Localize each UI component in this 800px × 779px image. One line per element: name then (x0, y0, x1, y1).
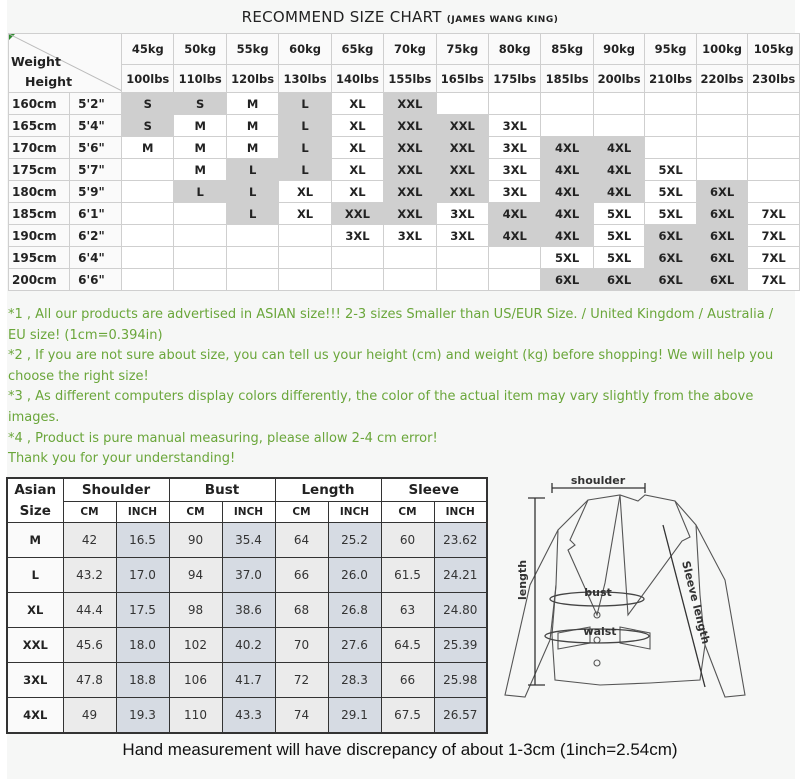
note-1: *1 , All our products are advertised in ASIAN size!!! 2-3 sizes Smaller than US/EUR Size. / United Kingdom / Australia / EU size! (1cm=0.394in) (8, 307, 774, 343)
measurement-unit-header-row (7, 502, 487, 523)
asian-size-cell: XL (7, 593, 63, 628)
height-cm-cell: 165cm (9, 115, 70, 137)
height-ft-cell: 6'2" (70, 225, 122, 247)
weight-lbs-header: 130lbs (279, 65, 331, 93)
size-row (9, 269, 800, 291)
title-text: RECOMMEND SIZE CHART (241, 8, 442, 26)
weight-kg-header: 75kg (436, 34, 488, 65)
inch-value-cell: 26.8 (328, 593, 381, 628)
recommend-size-table (8, 33, 800, 291)
size-cell: 7XL (748, 269, 800, 291)
size-row (9, 203, 800, 225)
size-cell: S (122, 93, 174, 115)
size-cell: 5XL (593, 247, 644, 269)
size-cell: 4XL (593, 159, 644, 181)
size-cell: 7XL (748, 203, 800, 225)
inch-value-cell: 37.0 (222, 558, 275, 593)
unit-header-cm: CM (169, 502, 222, 523)
cm-value-cell: 66 (275, 558, 328, 593)
size-cell: XL (279, 203, 331, 225)
weight-kg-header: 60kg (279, 34, 331, 65)
size-cell (226, 269, 278, 291)
size-cell: M (226, 137, 278, 159)
cm-value-cell: 47.8 (63, 663, 116, 698)
size-cell (748, 137, 800, 159)
size-cell (541, 115, 593, 137)
size-cell (748, 115, 800, 137)
inch-value-cell: 43.3 (222, 698, 275, 734)
cm-value-cell: 42 (63, 523, 116, 558)
jacket-body-outline (552, 495, 705, 685)
size-cell (384, 269, 436, 291)
size-cell (436, 269, 488, 291)
size-cell (696, 159, 747, 181)
size-cell: 4XL (593, 181, 644, 203)
cm-value-cell: 70 (275, 628, 328, 663)
size-cell (748, 93, 800, 115)
weight-kg-header: 105kg (748, 34, 800, 65)
inch-value-cell: 27.6 (328, 628, 381, 663)
height-cm-cell: 175cm (9, 159, 70, 181)
height-ft-cell: 6'4" (70, 247, 122, 269)
cm-value-cell: 68 (275, 593, 328, 628)
size-cell (436, 93, 488, 115)
size-cell (645, 93, 696, 115)
weight-lbs-header: 155lbs (384, 65, 436, 93)
weight-kg-header: 80kg (489, 34, 541, 65)
size-cell: XXL (384, 137, 436, 159)
size-cell: 3XL (331, 225, 383, 247)
size-cell (122, 225, 174, 247)
size-cell: XXL (384, 93, 436, 115)
weight-lbs-header: 110lbs (174, 65, 226, 93)
note-2: *2 , If you are not sure about size, you can tell us your height (cm) and weight (kg) before shopping! We will help you choose the right size! (8, 348, 774, 384)
size-cell: L (279, 159, 331, 181)
size-cell: 4XL (541, 225, 593, 247)
inch-value-cell: 35.4 (222, 523, 275, 558)
size-cell: S (122, 115, 174, 137)
size-cell (174, 269, 226, 291)
measurement-group-header-row (7, 478, 487, 502)
size-cell (436, 247, 488, 269)
size-cell: 6XL (696, 181, 747, 203)
weight-lbs-header: 165lbs (436, 65, 488, 93)
height-ft-cell: 5'2" (70, 93, 122, 115)
measurement-row (7, 663, 487, 698)
brand-text: (JAMES WANG KING) (446, 15, 559, 25)
inch-value-cell: 17.5 (116, 593, 169, 628)
note-4: *4 , Product is pure manual measuring, please allow 2-4 cm error! (8, 430, 438, 446)
asian-size-cell: L (7, 558, 63, 593)
size-cell (279, 269, 331, 291)
cm-value-cell: 66 (381, 663, 434, 698)
cm-value-cell: 61.5 (381, 558, 434, 593)
measurement-row (7, 558, 487, 593)
size-cell: XL (331, 137, 383, 159)
inch-value-cell: 24.21 (434, 558, 487, 593)
size-row (9, 115, 800, 137)
size-cell: XXL (436, 137, 488, 159)
size-cell: 6XL (541, 269, 593, 291)
unit-header-cm: CM (275, 502, 328, 523)
size-cell: 7XL (748, 247, 800, 269)
size-cell: XXL (331, 203, 383, 225)
unit-header-inch: INCH (434, 502, 487, 523)
inch-value-cell: 23.62 (434, 523, 487, 558)
cm-value-cell: 67.5 (381, 698, 434, 734)
size-cell (696, 93, 747, 115)
measure-group-length: Length (275, 478, 381, 502)
weight-lbs-header: 210lbs (645, 65, 696, 93)
unit-header-inch: INCH (116, 502, 169, 523)
length-label: length (516, 559, 529, 600)
measurement-table (6, 477, 488, 734)
height-ft-cell: 5'6" (70, 137, 122, 159)
size-cell (122, 269, 174, 291)
height-cm-cell: 180cm (9, 181, 70, 203)
size-cell (384, 247, 436, 269)
cm-value-cell: 44.4 (63, 593, 116, 628)
size-cell (279, 247, 331, 269)
size-cell: XXL (436, 115, 488, 137)
size-cell: XXL (384, 115, 436, 137)
note-thanks: Thank you for your understanding! (8, 451, 236, 467)
weight-lbs-header: 140lbs (331, 65, 383, 93)
size-cell: 4XL (489, 225, 541, 247)
height-cm-cell: 170cm (9, 137, 70, 159)
weight-kg-header: 90kg (593, 34, 644, 65)
inch-value-cell: 25.98 (434, 663, 487, 698)
size-cell: M (174, 137, 226, 159)
size-cell: 6XL (645, 225, 696, 247)
size-cell: XL (279, 181, 331, 203)
size-cell: 6XL (645, 247, 696, 269)
weight-lbs-header: 100lbs (122, 65, 174, 93)
cm-value-cell: 98 (169, 593, 222, 628)
size-cell: 5XL (541, 247, 593, 269)
size-cell: L (279, 93, 331, 115)
inch-value-cell: 38.6 (222, 593, 275, 628)
weight-kg-header: 55kg (226, 34, 278, 65)
shoulder-label: shoulder (570, 474, 626, 487)
size-cell: 5XL (593, 225, 644, 247)
size-cell: 3XL (489, 159, 541, 181)
height-label: Height (25, 74, 73, 89)
weight-kg-header: 85kg (541, 34, 593, 65)
size-cell (331, 269, 383, 291)
weight-lbs-header: 200lbs (593, 65, 644, 93)
unit-header-cm: CM (381, 502, 434, 523)
size-cell (593, 115, 644, 137)
size-cell (489, 269, 541, 291)
inch-value-cell: 40.2 (222, 628, 275, 663)
height-cm-cell: 200cm (9, 269, 70, 291)
cm-value-cell: 74 (275, 698, 328, 734)
unit-header-inch: INCH (328, 502, 381, 523)
size-cell: 7XL (748, 225, 800, 247)
size-label: Size (19, 502, 51, 519)
size-cell: M (174, 159, 226, 181)
size-cell (645, 137, 696, 159)
footer-note: Hand measurement will have discrepancy of about 1-3cm (1inch=2.54cm) (122, 740, 678, 759)
weight-label: Weight (11, 54, 61, 69)
size-cell: M (226, 93, 278, 115)
size-row (9, 137, 800, 159)
size-cell (122, 203, 174, 225)
size-cell: 4XL (541, 159, 593, 181)
size-cell: 3XL (384, 225, 436, 247)
size-cell: 6XL (645, 269, 696, 291)
cm-value-cell: 94 (169, 558, 222, 593)
bust-label: bust (584, 586, 612, 599)
size-cell: XXL (436, 181, 488, 203)
measure-group-shoulder: Shoulder (63, 478, 169, 502)
measure-group-sleeve: Sleeve (381, 478, 487, 502)
weight-kg-header: 100kg (696, 34, 747, 65)
inch-value-cell: 25.39 (434, 628, 487, 663)
waist-label: waist (583, 625, 617, 638)
size-cell: 5XL (645, 159, 696, 181)
size-cell: 3XL (489, 115, 541, 137)
height-ft-cell: 6'6" (70, 269, 122, 291)
size-cell: M (122, 137, 174, 159)
inch-value-cell: 26.57 (434, 698, 487, 734)
size-cell: 5XL (645, 203, 696, 225)
asian-size-cell: M (7, 523, 63, 558)
size-cell: 3XL (436, 225, 488, 247)
size-cell: L (226, 159, 278, 181)
size-cell: 5XL (645, 181, 696, 203)
weight-lbs-header: 175lbs (489, 65, 541, 93)
size-cell (122, 247, 174, 269)
asian-size-cell: 4XL (7, 698, 63, 734)
size-cell: 4XL (541, 181, 593, 203)
height-cm-cell: 195cm (9, 247, 70, 269)
asian-size-header (7, 478, 63, 523)
size-cell: 6XL (593, 269, 644, 291)
size-cell (174, 203, 226, 225)
size-cell: 5XL (593, 203, 644, 225)
weight-lbs-header: 230lbs (748, 65, 800, 93)
cm-value-cell: 45.6 (63, 628, 116, 663)
inch-value-cell: 17.0 (116, 558, 169, 593)
cm-value-cell: 72 (275, 663, 328, 698)
size-cell: M (226, 115, 278, 137)
size-row (9, 93, 800, 115)
measurement-row (7, 628, 487, 663)
size-cell: L (226, 203, 278, 225)
size-cell: XL (331, 115, 383, 137)
inch-value-cell: 18.0 (116, 628, 169, 663)
size-cell: L (279, 115, 331, 137)
size-cell: 3XL (436, 203, 488, 225)
size-cell (645, 115, 696, 137)
size-cell: XXL (436, 159, 488, 181)
cm-value-cell: 90 (169, 523, 222, 558)
height-ft-cell: 5'4" (70, 115, 122, 137)
inch-value-cell: 25.2 (328, 523, 381, 558)
size-cell: 3XL (489, 137, 541, 159)
weight-lbs-header: 220lbs (696, 65, 747, 93)
size-cell: 3XL (489, 181, 541, 203)
size-cell (122, 181, 174, 203)
cm-value-cell: 64.5 (381, 628, 434, 663)
inch-value-cell: 18.8 (116, 663, 169, 698)
notes-section (8, 305, 793, 470)
size-cell (593, 93, 644, 115)
size-cell (748, 181, 800, 203)
measure-group-bust: Bust (169, 478, 275, 502)
measurement-row (7, 523, 487, 558)
size-cell: 4XL (541, 203, 593, 225)
size-cell: L (279, 137, 331, 159)
size-cell (489, 247, 541, 269)
measurement-row (7, 593, 487, 628)
size-cell (331, 247, 383, 269)
cm-value-cell: 110 (169, 698, 222, 734)
size-row (9, 159, 800, 181)
size-cell: 6XL (696, 247, 747, 269)
asian-size-cell: XXL (7, 628, 63, 663)
size-cell: XL (331, 181, 383, 203)
size-cell: XXL (384, 181, 436, 203)
note-3: *3 , As different computers display colors differently, the color of the actual item may vary slightly from the above images. (8, 389, 754, 425)
weight-kg-header: 70kg (384, 34, 436, 65)
size-row (9, 247, 800, 269)
inch-value-cell: 29.1 (328, 698, 381, 734)
inch-value-cell: 28.3 (328, 663, 381, 698)
unit-header-inch: INCH (222, 502, 275, 523)
size-cell: 4XL (541, 137, 593, 159)
inch-value-cell: 24.80 (434, 593, 487, 628)
size-cell: 6XL (696, 269, 747, 291)
asian-size-cell: 3XL (7, 663, 63, 698)
cm-value-cell: 49 (63, 698, 116, 734)
cm-value-cell: 63 (381, 593, 434, 628)
weight-kg-header: 95kg (645, 34, 696, 65)
size-row (9, 225, 800, 247)
size-cell (122, 159, 174, 181)
size-cell: L (226, 181, 278, 203)
weight-lbs-header-row (9, 65, 800, 93)
size-cell (748, 159, 800, 181)
size-cell (489, 93, 541, 115)
cm-value-cell: 60 (381, 523, 434, 558)
weight-kg-header-row (9, 34, 800, 65)
size-cell (696, 115, 747, 137)
size-cell: 4XL (593, 137, 644, 159)
inch-value-cell: 16.5 (116, 523, 169, 558)
weight-kg-header: 50kg (174, 34, 226, 65)
size-cell (279, 225, 331, 247)
weight-kg-header: 45kg (122, 34, 174, 65)
cm-value-cell: 43.2 (63, 558, 116, 593)
inch-value-cell: 41.7 (222, 663, 275, 698)
measurement-row (7, 698, 487, 734)
size-cell: XL (331, 159, 383, 181)
asian-label: Asian (14, 481, 57, 498)
size-cell: S (174, 93, 226, 115)
weight-lbs-header: 185lbs (541, 65, 593, 93)
height-cm-cell: 185cm (9, 203, 70, 225)
sleeve-length-label: Sleeve length (679, 559, 713, 646)
size-cell: L (174, 181, 226, 203)
size-cell: XXL (384, 203, 436, 225)
size-cell (174, 225, 226, 247)
inch-value-cell: 19.3 (116, 698, 169, 734)
size-cell (696, 137, 747, 159)
cm-value-cell: 64 (275, 523, 328, 558)
size-cell: XXL (384, 159, 436, 181)
size-cell: 6XL (696, 203, 747, 225)
height-ft-cell: 6'1" (70, 203, 122, 225)
cm-value-cell: 106 (169, 663, 222, 698)
jacket-measurement-diagram (500, 465, 800, 705)
cm-value-cell: 102 (169, 628, 222, 663)
height-ft-cell: 5'9" (70, 181, 122, 203)
chart-title (0, 8, 800, 26)
height-ft-cell: 5'7" (70, 159, 122, 181)
unit-header-cm: CM (63, 502, 116, 523)
size-cell: XL (331, 93, 383, 115)
weight-height-corner-cell (9, 34, 122, 93)
size-cell: M (174, 115, 226, 137)
weight-lbs-header: 120lbs (226, 65, 278, 93)
size-cell: 6XL (696, 225, 747, 247)
size-cell (226, 247, 278, 269)
size-cell (174, 247, 226, 269)
size-cell (226, 225, 278, 247)
height-cm-cell: 160cm (9, 93, 70, 115)
height-cm-cell: 190cm (9, 225, 70, 247)
weight-kg-header: 65kg (331, 34, 383, 65)
inch-value-cell: 26.0 (328, 558, 381, 593)
size-cell (541, 93, 593, 115)
size-cell: 4XL (489, 203, 541, 225)
size-row (9, 181, 800, 203)
